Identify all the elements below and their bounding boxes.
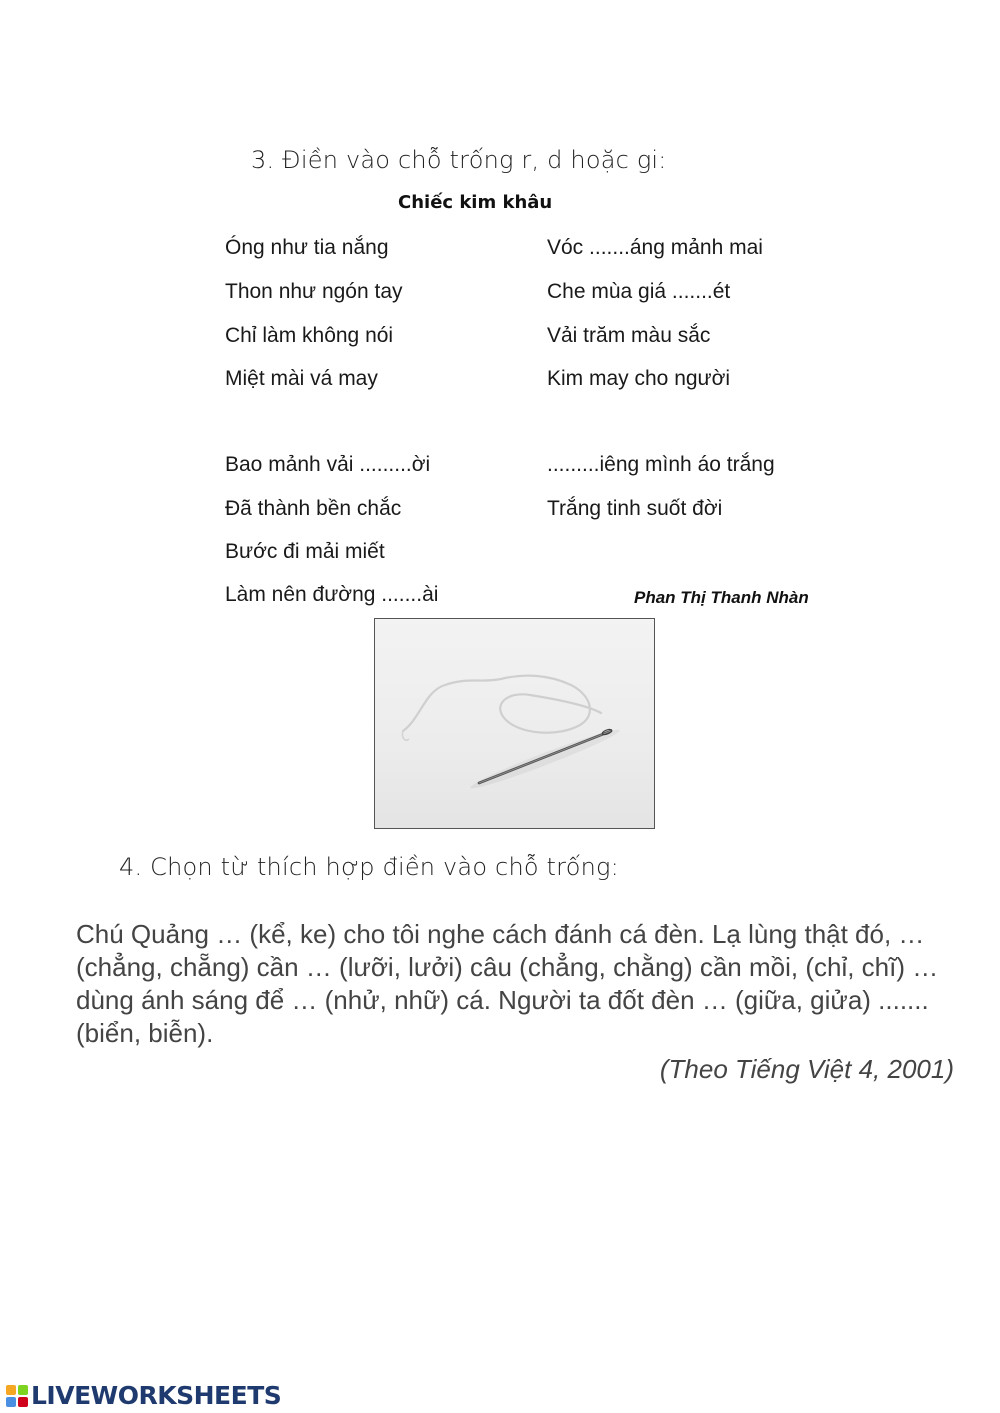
poem-line-left: Làm nên đường .......ài — [225, 583, 439, 606]
liveworksheets-logo — [6, 1381, 281, 1410]
poem-author: Phan Thị Thanh Nhàn — [634, 588, 809, 607]
logo-square — [18, 1397, 28, 1407]
logo-icon — [6, 1385, 28, 1407]
logo-square — [18, 1385, 28, 1395]
logo-square — [6, 1385, 16, 1395]
logo-square — [6, 1397, 16, 1407]
needle-icon — [375, 619, 655, 829]
poem-line-right: Vải trăm màu sắc — [547, 324, 711, 347]
needle-thread-photo — [374, 618, 655, 829]
poem-line-left: Chỉ làm không nói — [225, 324, 394, 347]
poem-line-right: Kim may cho người — [547, 367, 731, 390]
poem-line-right: Che mùa giá .......ét — [547, 280, 731, 303]
source-citation: (Theo Tiếng Việt 4, 2001) — [659, 1054, 954, 1084]
poem-line-left: Đã thành bền chắc — [225, 497, 402, 520]
poem-line-left: Thon như ngón tay — [225, 280, 403, 303]
poem-line-left: Miệt mài vá may — [225, 367, 378, 390]
poem-line-left: Óng như tia nắng — [225, 236, 389, 259]
poem-line-left: Bao mảnh vải .........ời — [225, 453, 431, 476]
exercise-paragraph: Chú Quảng … (kể, ke) cho tôi nghe cách đánh cá đèn. Lạ lùng thật đó, … (chẳng, chẵng) cần … (lưỡi, lưởi) câu (chẳng, chằng) cần mồi, (chỉ, chĩ) … dùng ánh sáng để … (nhử, nhữ) cá. Người ta đốt đèn … (giữa, giửa) ....... (biển, biễn). — [76, 919, 939, 1048]
poem-line-left: Bước đi mải miết — [225, 540, 385, 563]
poem-line-right: .........iêng mình áo trắng — [547, 453, 775, 476]
poem-line-right: Trắng tinh suốt đời — [547, 497, 723, 520]
poem-title: Chiếc kim khâu — [398, 192, 553, 213]
poem-line-right: Vóc .......áng mảnh mai — [547, 236, 763, 259]
question-4-title: 4. Chọn từ thích hợp điền vào chỗ trống: — [119, 853, 619, 881]
logo-brand-text: LIVEWORKSHEETS — [31, 1381, 282, 1410]
question-3-title: 3. Điền vào chỗ trống r, d hoặc gi: — [251, 146, 667, 174]
